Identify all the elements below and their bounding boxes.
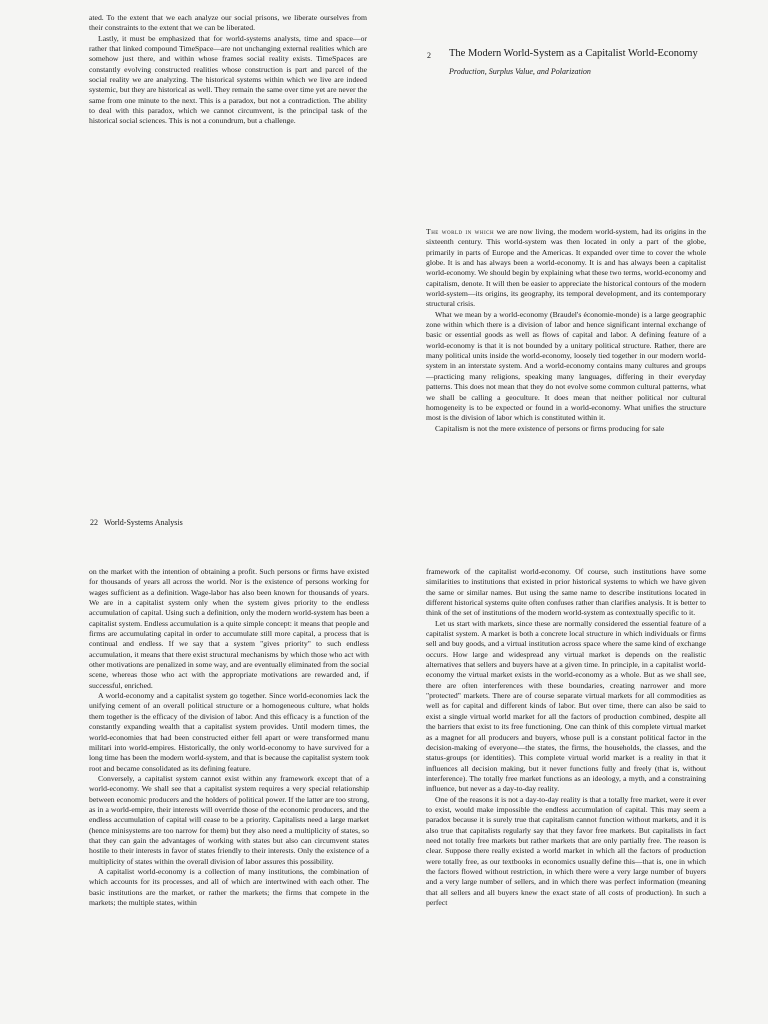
paragraph: on the market with the intention of obtaining a profit. Such persons or firms have existed for thousands of years all across the world. Nor is the existence of persons working for wages sufficient as a definition. Wage-labor has also been known for thousands of years. We are in a capitalist system only when the system gives priority to the endless accumulation of capital. Using such a definition, only the modern world-system has been a capitalist system. Endless accumulation is a quite simple concept: it means that people and firms are accumulating capital in order to accumulate still more capital, a process that is continual and endless. If we say that a system "gives priority" to such endless accumulation, it means that there exist structural mechanisms by which those who act with other motivations are penalized in some way, and are eventually eliminated from the social scene, whereas those who act with the appropriate motivations are rewarded and, if successful, enriched. xyxy=(89,567,369,690)
paragraph: ated. To the extent that we each analyze our social prisons, we liberate ourselves from their constraints to the extent that we can be liberated. xyxy=(89,13,367,33)
paragraph: What we mean by a world-economy (Braudel's économie-monde) is a large geographic zone within which there is a division of labor and hence significant internal exchange of basic or essential goods as well as flows of capital and labor. A defining feature of a world-economy is that it is not bounded by a unitary political structure. Rather, there are many political units inside the world-economy, loosely tied together in our modern world-system in an interstate system. And a world-economy contains many cultures and groups—practicing many religions, speaking many languages, differing in their everyday patterns. This does not mean that they do not evolve some common cultural patterns, what we shall be calling a geoculture. It does mean that neither political nor cultural homogeneity is to be expected or found in a world-economy. What unifies the structure most is the division of labor which is constituted within it. xyxy=(426,309,706,423)
body-text xyxy=(426,567,706,908)
chapter-subtitle: Production, Surplus Value, and Polarization xyxy=(449,67,591,76)
opening-words: The world in which xyxy=(426,227,495,236)
body-text xyxy=(89,567,369,908)
running-head-title: World-Systems Analysis xyxy=(104,518,183,527)
paragraph: One of the reasons it is not a day-to-day reality is that a totally free market, were it ever to exist, would make impossible the endless accumulation of capital. This may seem a paradox because it is surely true that capitalism cannot function without markets, and it is also true that capitalists regularly say that they favor free markets. But capitalists in fact need not totally free markets but rather markets that are only partially free. The reason is clear. Suppose there really existed a world market in which all the factors of production were totally free, as our textbooks in economics usually define this—that is, one in which the factors flowed without restriction, in which there were a very large number of buyers and a very large number of sellers, and in which there was perfect information (meaning that all sellers and all buyers knew the exact state of all costs of production). In such a perfect xyxy=(426,794,706,907)
chapter-number: 2 xyxy=(427,51,431,60)
page-number: 22 xyxy=(90,518,98,527)
paragraph: framework of the capitalist world-economy. Of course, such institutions have some similarities to institutions that existed in prior historical systems to which we have given the same or similar names. But using the same name to describe institutions located in different historical systems quite often confuses rather than clarifies analysis. It is better to think of the set of institutions of the modern world-system as contextually specific to it. xyxy=(426,567,706,618)
paragraph: Lastly, it must be emphasized that for world-systems analysts, time and space—or rather that linked compound TimeSpace—are not unchanging external realities which are somehow just there, and within whose frames social reality exists. TimeSpaces are constantly evolving constructed realities whose construction is part and parcel of the social reality we are analyzing. The historical systems within which we live are indeed systemic, but they are historical as well. They remain the same over time yet are never the same from one minute to the next. This is a paradox, but not a contradiction. The ability to deal with this paradox, which we cannot circumvent, is the principal task of the historical social sciences. This is not a conundrum, but a challenge. xyxy=(89,33,367,126)
paragraph: Capitalism is not the mere existence of persons or firms producing for sale xyxy=(435,423,665,433)
book-page-top-left xyxy=(0,0,384,512)
body-text xyxy=(89,13,367,127)
opening-paragraph-text: we are now living, the modern world-system, had its origins in the sixteenth century. This world-system was then located in only a part of the globe, primarily in parts of Europe and the Americas. It expanded over time to cover the whole globe. It is and has always been a world-economy. It is and has always been a capitalist world-economy. We should begin by explaining what these two terms, world-economy and capitalism, denote. It will then be easier to appreciate the historical contours of the modern world-system—its origins, its geography, its temporal development, and its contemporary structural crisis. xyxy=(426,227,706,309)
opening-paragraph xyxy=(426,227,706,310)
chapter-body-text xyxy=(426,227,706,434)
paragraph: Conversely, a capitalist system cannot exist within any framework except that of a world-economy. We shall see that a capitalist system requires a very special relationship between economic producers and the holders of political power. If the latter are too strong, as in a world-empire, their interests will override those of the economic producers, and the endless accumulation of capital will cease to be a priority. Capitalists need a large market (hence minisystems are too narrow for them) but they also need a multiplicity of states, so that they can gain the advantages of working with states but also can circumvent states hostile to their interests in favor of states friendly to their interests. Only the existence of a multiplicity of states within the overall division of labor assures this possibility. xyxy=(89,773,369,866)
paragraph: Let us start with markets, since these are normally considered the essential feature of a capitalist system. A market is both a concrete local structure in which individuals or firms sell and buy goods, and a virtual institution across space where the same kind of exchange occurs. How large and widespread any virtual market is depends on the realistic alternatives that sellers and buyers have at a given time. In principle, in a capitalist world-economy the virtual market exists in the world-economy as a whole. But as we shall see, there are often interferences with these boundaries, creating narrower and more "protected" markets. There are of course separate virtual markets for all commodities as well as for capital and different kinds of labor. But over time, there can also be said to exist a single virtual world market for all the factors of production combined, despite all the barriers that exist to its free functioning. One can think of this complete virtual market as a magnet for all producers and buyers, whose pull is a constant political factor in the decision-making of everyone—the states, the firms, the households, the classes, and the status-groups (or identities). This complete virtual world market is a reality in that it influences all decision making, but it never functions fully and freely (that is, without interference). The totally free market functions as an ideology, a myth, and a constraining influence, but never as a day-to-day reality. xyxy=(426,618,706,794)
paragraph: A capitalist world-economy is a collection of many institutions, the combination of which accounts for its processes, and all of which are intertwined with each other. The basic institutions are the market, or rather the markets; the firms that compete in the markets; the multiple states, within xyxy=(89,866,369,907)
chapter-title: The Modern World-System as a Capitalist World-Economy xyxy=(449,48,698,59)
paragraph: A world-economy and a capitalist system go together. Since world-economies lack the unifying cement of an overall political structure or a homogeneous culture, what holds them together is the efficacy of the division of labor. And this efficacy is a function of the constantly expanding wealth that a capitalist system provides. Until modern times, the world-economies that had been constructed either fell apart or were transformed manu militari into world-empires. Historically, the only world-economy to have survived for a long time has been the modern world-system, and that is because the capitalist system took root and became consolidated as its defining feature. xyxy=(89,691,369,773)
running-head xyxy=(90,518,183,527)
